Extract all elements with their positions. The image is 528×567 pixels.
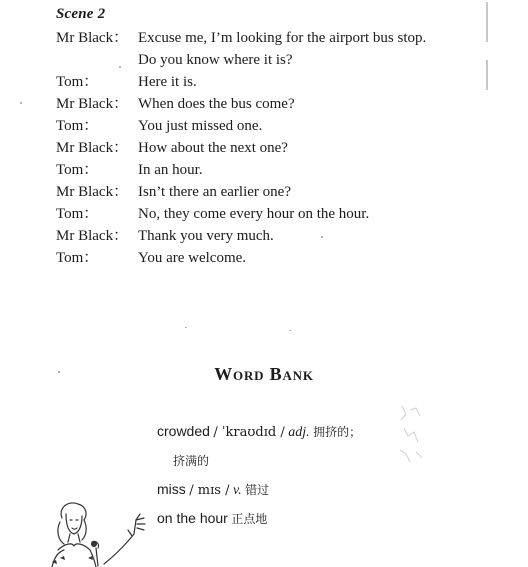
scan-speck [58,371,60,373]
speech-text: Here it is. [138,74,197,90]
entry-phonetic: / ˈkraʊdɪd / [213,425,285,440]
woman-waving-illustration-icon [44,500,154,567]
entry-phonetic: / mɪs / [189,483,230,498]
speech-text: Do you know where it is? [138,52,293,68]
scan-edge-mark [486,60,488,90]
speech-text: Isn’t there an earlier one? [138,184,291,200]
entry-word: miss [157,481,186,497]
scan-speck [289,330,291,331]
sketch-doodle-icon [396,402,430,472]
word-bank-entry [157,423,361,441]
dialogue [56,27,496,269]
dialogue-line [56,93,496,115]
dialogue-line [56,203,496,225]
entry-part-of-speech: adj. [288,425,310,440]
speech-text: You just missed one. [138,118,263,134]
dialogue-line [56,115,496,137]
speaker-label: Tom： [56,74,99,90]
word-bank-title: Word Bank [214,364,314,384]
entry-word: on the hour [157,510,228,526]
speech-text: When does the bus come? [138,96,295,112]
entry-meaning: 挤满的 [173,454,210,468]
dialogue-line [56,181,496,203]
scan-edge-mark [486,2,488,42]
entry-meaning: 正点地 [231,512,268,526]
dialogue-line [56,137,496,159]
word-bank-entry [157,481,269,499]
word-bank-entry [157,510,267,528]
speaker-label: Mr Black： [56,140,129,156]
entry-meaning: 拥挤的； [313,425,362,439]
scan-speck [20,102,22,104]
entry-part-of-speech: v. [232,483,242,498]
scan-speck [119,66,121,68]
dialogue-line [56,159,496,181]
speaker-label [56,49,138,71]
entry-word: crowded [157,423,210,439]
speech-text: No, they come every hour on the hour. [138,206,370,222]
speaker-label: Mr Black： [56,96,129,112]
speaker-label: Tom： [56,206,99,222]
dialogue-line [56,49,496,71]
speaker-label: Mr Black： [56,30,129,46]
entry-meaning: 错过 [245,483,270,497]
speech-text: You are welcome. [138,250,247,266]
word-bank-entry [173,452,209,470]
scan-speck [185,327,187,328]
dialogue-line [56,225,496,247]
speech-text: How about the next one? [138,140,288,156]
speaker-label: Mr Black： [56,184,129,200]
speaker-label: Tom： [56,250,99,266]
scene-title: Scene 2 [56,6,106,22]
speaker-label: Mr Black： [56,228,129,244]
speaker-label: Tom： [56,162,99,178]
speech-text: In an hour. [138,162,203,178]
speaker-label: Tom： [56,118,99,134]
speech-text: Excuse me, I’m looking for the airport bus stop. [138,30,427,46]
dialogue-line [56,71,496,93]
scan-speck [321,236,323,238]
dialogue-line [56,247,496,269]
dialogue-line [56,27,496,49]
speech-text: Thank you very much. [138,228,274,244]
